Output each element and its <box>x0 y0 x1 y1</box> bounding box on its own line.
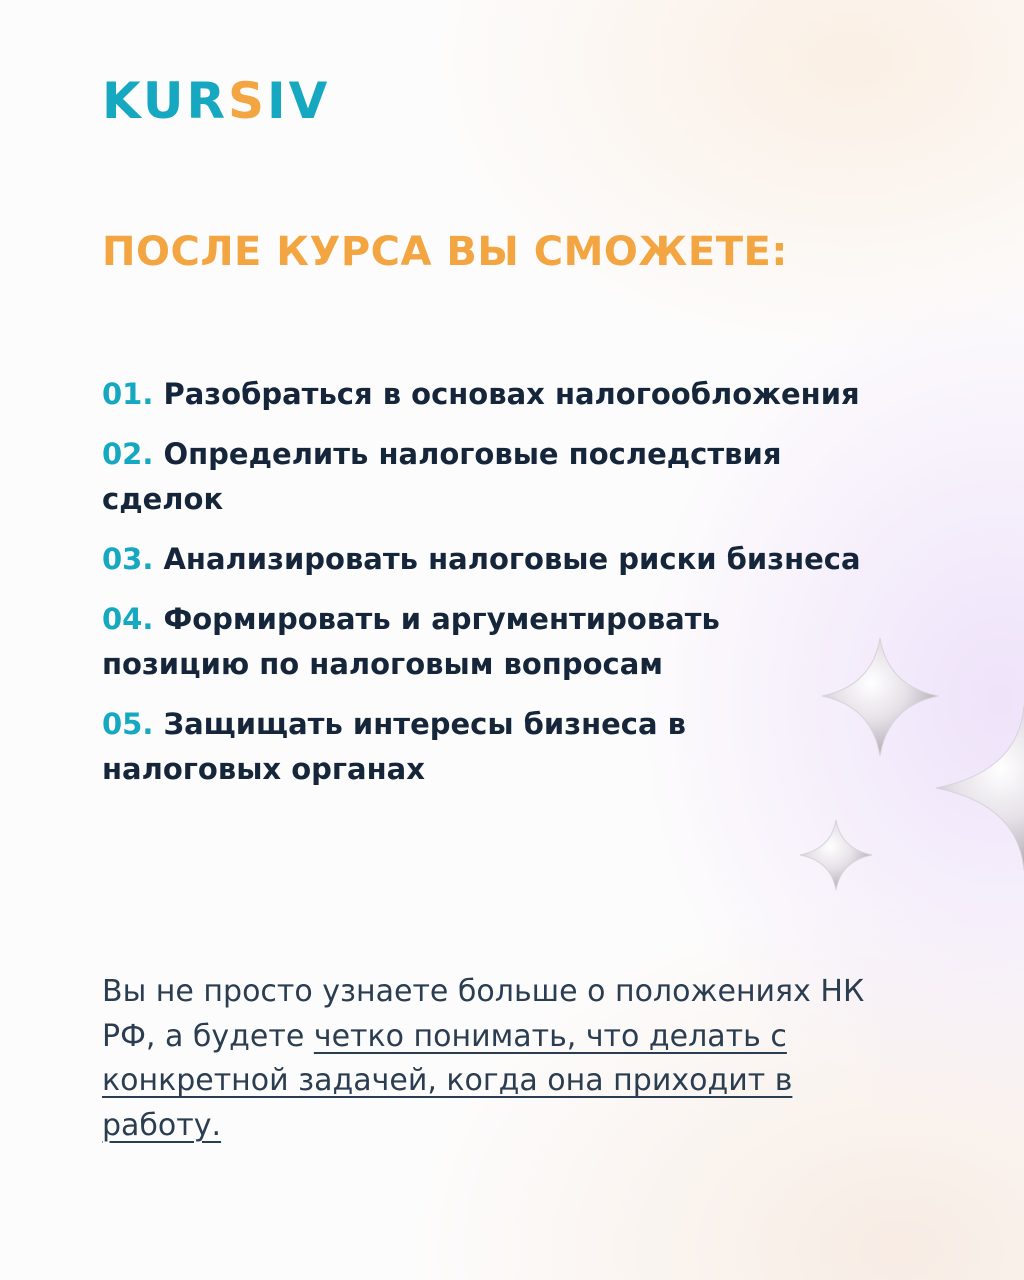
summary-plain: Вы не просто узнаете больше о положениях НК РФ, а будете <box>102 974 865 1054</box>
summary-text <box>102 970 882 1148</box>
small-star-icon <box>800 820 872 890</box>
item-number: 01. <box>102 377 154 411</box>
outcomes-list <box>102 372 862 807</box>
sparkle-stars-icon <box>790 630 1024 910</box>
logo-text-start: KUR <box>102 72 228 130</box>
list-item <box>102 537 862 582</box>
item-number: 03. <box>102 542 154 576</box>
item-text: Разобраться в основах налогообложения <box>163 377 860 411</box>
item-number: 02. <box>102 437 154 471</box>
summary-underlined: четко понимать, что делать с конкретной задачей, когда она приходит в работу. <box>102 1018 793 1143</box>
list-item <box>102 432 862 522</box>
item-number: 05. <box>102 707 154 741</box>
page-title: ПОСЛЕ КУРСА ВЫ СМОЖЕТЕ: <box>102 229 788 275</box>
item-text: Защищать интересы бизнеса в налоговых органах <box>102 707 687 786</box>
item-text: Формировать и аргументировать позицию по налоговым вопросам <box>102 602 720 681</box>
logo-text-accent: S <box>227 72 267 130</box>
large-star-icon <box>822 638 938 756</box>
list-item <box>102 372 862 417</box>
item-number: 04. <box>102 602 154 636</box>
logo-text-end: IV <box>266 72 331 130</box>
kursiv-logo <box>102 72 331 130</box>
item-text: Определить налоговые последствия сделок <box>102 437 782 516</box>
list-item <box>102 597 862 687</box>
item-text: Анализировать налоговые риски бизнеса <box>163 542 861 576</box>
edge-star-icon <box>936 706 1024 870</box>
list-item <box>102 702 862 792</box>
